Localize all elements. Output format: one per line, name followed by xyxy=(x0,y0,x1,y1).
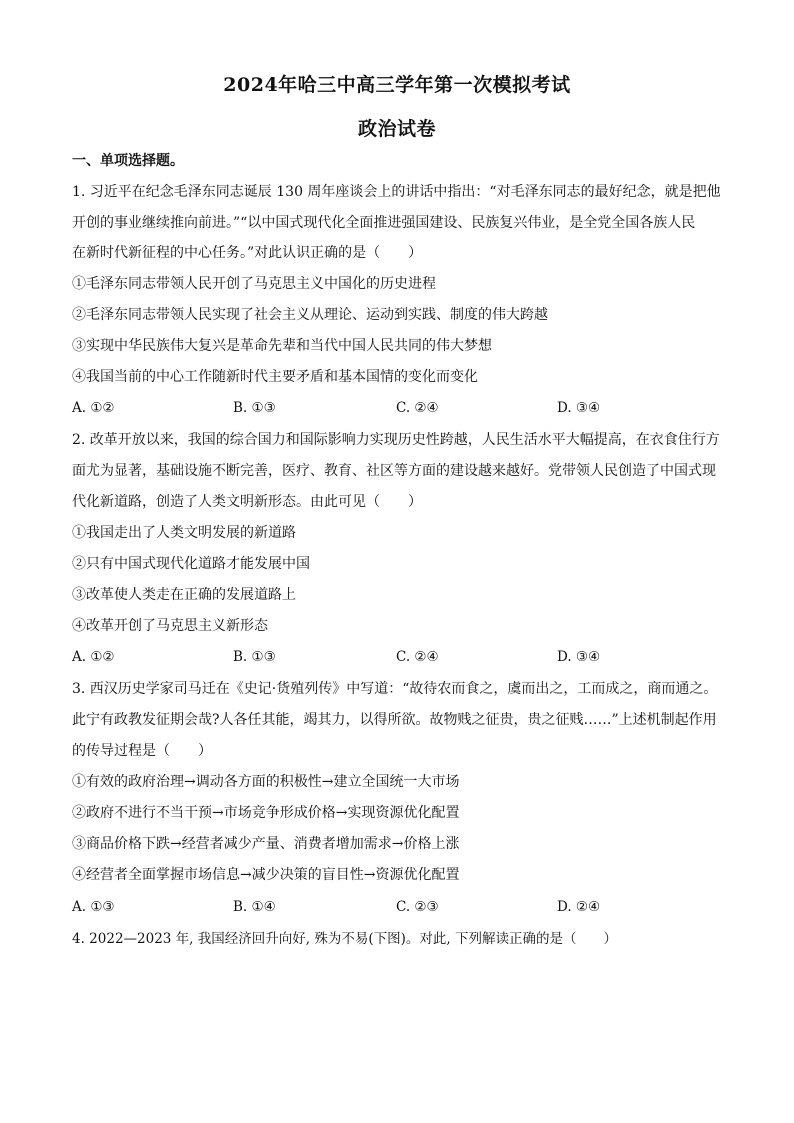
question-stem-line: 1. 习近平在纪念毛泽东同志诞辰 130 周年座谈会上的讲话中指出：“对毛泽东同志的最好纪念，就是把他 xyxy=(72,184,721,200)
option-b[interactable]: B. ①④ xyxy=(233,899,276,915)
question-stem-line: 4. 2022—2023 年, 我国经济回升向好, 殊为不易(下图)。对此, 下列解读正确的是（ ） xyxy=(72,931,617,947)
section-heading: 一、单项选择题。 xyxy=(72,153,184,169)
question-stem-line: 3. 西汉历史学家司马迁在《史记·货殖列传》中写道：“故待农而食之，虞而出之，工而成之，商而通之。 xyxy=(72,681,718,697)
option-d[interactable]: D. ③④ xyxy=(557,649,601,665)
statement-item: ④改革开创了马克思主义新形态 xyxy=(72,618,268,634)
question-stem-line: 代化新道路，创造了人类文明新形态。由此可见（ ） xyxy=(72,494,422,510)
option-b[interactable]: B. ①③ xyxy=(233,400,276,416)
exam-subtitle: 政治试卷 xyxy=(357,118,436,140)
statement-item: ③商品价格下跌→经营者减少产量、消费者增加需求→价格上涨 xyxy=(72,836,460,852)
option-d[interactable]: D. ③④ xyxy=(557,400,601,416)
question-stem-line: 在新时代新征程的中心任务。”对此认识正确的是（ ） xyxy=(72,245,423,261)
option-b[interactable]: B. ①③ xyxy=(233,649,276,665)
statement-item: ①我国走出了人类文明发展的新道路 xyxy=(72,525,296,541)
question-stem-line: 的传导过程是（ ） xyxy=(72,743,212,759)
option-c[interactable]: C. ②④ xyxy=(396,649,439,665)
option-a[interactable]: A. ①③ xyxy=(72,899,115,915)
statement-item: ②政府不进行不当干预→市场竞争形成价格→实现资源优化配置 xyxy=(72,805,460,821)
statement-item: ④我国当前的中心工作随新时代主要矛盾和基本国情的变化而变化 xyxy=(72,369,478,385)
question-stem-line: 此宁有政教发征期会哉?人各任其能，竭其力，以得所欲。故物贱之征贵，贵之征贱……”上述机制起作用 xyxy=(72,712,717,728)
option-d[interactable]: D. ②④ xyxy=(557,899,601,915)
statement-item: ①毛泽东同志带领人民开创了马克思主义中国化的历史进程 xyxy=(72,276,436,292)
question-stem-line: 面尤为显著，基础设施不断完善，医疗、教育、社区等方面的建设越来越好。党带领人民创造了中国式现 xyxy=(72,463,716,479)
statement-item: ④经营者全面掌握市场信息→减少决策的盲目性→资源优化配置 xyxy=(72,867,460,883)
statement-item: ③改革使人类走在正确的发展道路上 xyxy=(72,587,296,603)
statement-item: ③实现中华民族伟大复兴是革命先辈和当代中国人民共同的伟大梦想 xyxy=(72,338,492,354)
statement-item: ①有效的政府治理→调动各方面的积极性→建立全国统一大市场 xyxy=(72,774,460,790)
option-c[interactable]: C. ②③ xyxy=(396,899,439,915)
statement-item: ②毛泽东同志带领人民实现了社会主义从理论、运动到实践、制度的伟大跨越 xyxy=(72,307,548,323)
option-a[interactable]: A. ①② xyxy=(72,400,115,416)
option-c[interactable]: C. ②④ xyxy=(396,400,439,416)
option-a[interactable]: A. ①② xyxy=(72,649,115,665)
question-stem-line: 开创的事业继续推向前进。”“以中国式现代化全面推进强国建设、民族复兴伟业，是全党全国各族人民 xyxy=(72,215,696,231)
statement-item: ②只有中国式现代化道路才能发展中国 xyxy=(72,556,310,572)
question-stem-line: 2. 改革开放以来，我国的综合国力和国际影响力实现历史性跨越，人民生活水平大幅提高，在衣食住行方 xyxy=(72,432,720,448)
exam-title: 2024年哈三中高三学年第一次模拟考试 xyxy=(223,74,571,96)
